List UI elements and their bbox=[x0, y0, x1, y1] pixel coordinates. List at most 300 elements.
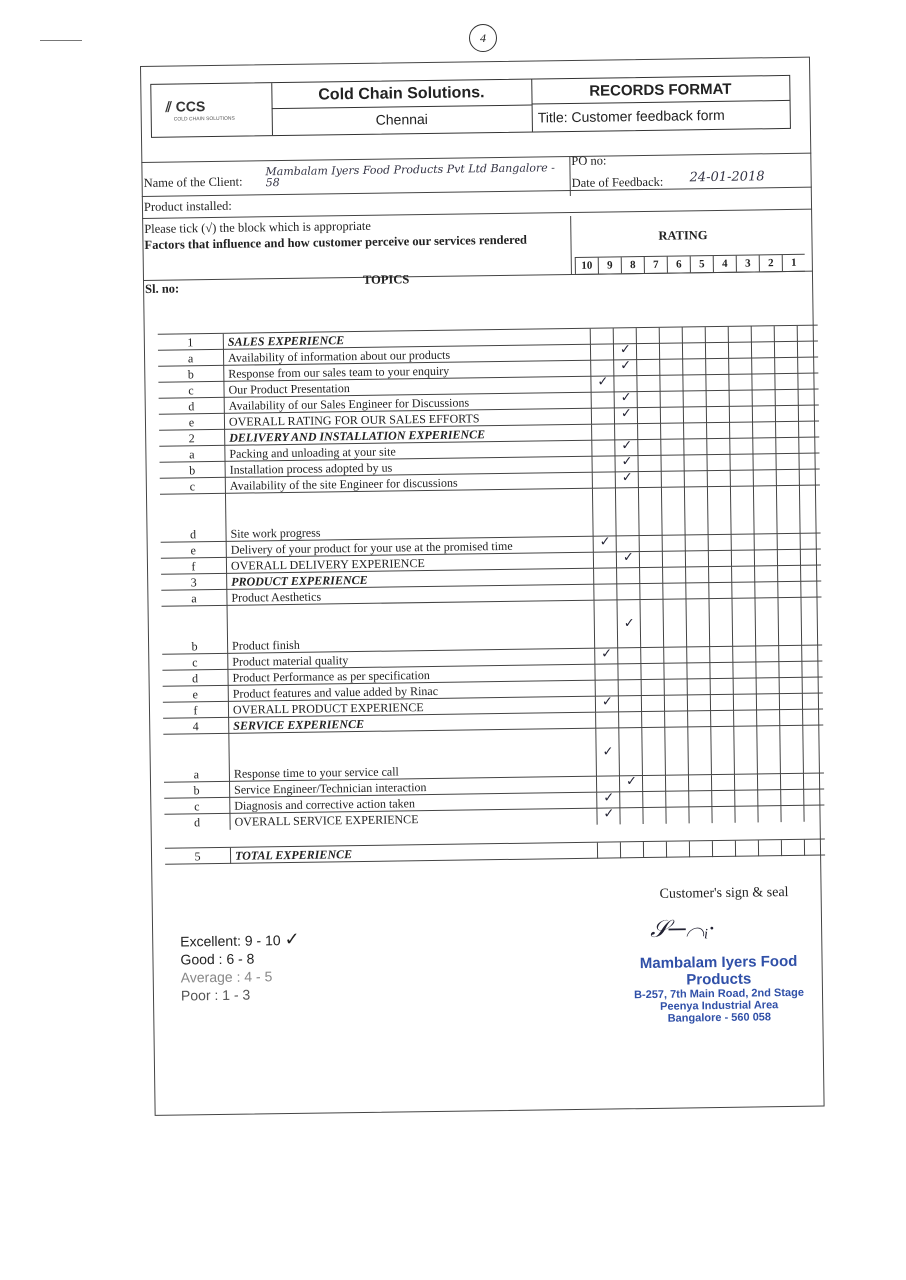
rating-cell[interactable] bbox=[614, 408, 637, 424]
rating-cell[interactable] bbox=[619, 808, 642, 824]
rating-cell[interactable] bbox=[685, 567, 708, 583]
date-value: 24-01-2018 bbox=[689, 169, 765, 186]
row-topic: Product finish bbox=[232, 637, 300, 653]
rating-cell[interactable] bbox=[705, 343, 728, 359]
rating-cell[interactable] bbox=[734, 806, 757, 822]
rating-cell[interactable] bbox=[639, 568, 662, 584]
rating-cell[interactable] bbox=[778, 662, 801, 678]
rating-cell[interactable] bbox=[593, 584, 616, 600]
rating-cell[interactable] bbox=[758, 840, 781, 856]
row-topic: OVERALL DELIVERY EXPERIENCE bbox=[230, 556, 425, 573]
records-format: RECORDS FORMAT bbox=[531, 80, 789, 105]
rating-cell[interactable] bbox=[663, 599, 687, 647]
po-label: PO no: bbox=[571, 153, 607, 168]
rating-cell[interactable] bbox=[798, 438, 821, 454]
rating-cell[interactable] bbox=[619, 776, 642, 792]
rating-cell[interactable] bbox=[729, 438, 752, 454]
rating-cell[interactable] bbox=[659, 343, 682, 359]
scale-cell: 8 bbox=[621, 257, 644, 273]
rating-cell[interactable] bbox=[729, 390, 752, 406]
rating-cell[interactable] bbox=[753, 470, 776, 486]
rating-cell[interactable] bbox=[642, 808, 665, 824]
rating-cell[interactable] bbox=[595, 712, 618, 728]
rating-cell[interactable] bbox=[774, 342, 797, 358]
rating-cell[interactable] bbox=[754, 550, 777, 566]
rating-cell[interactable] bbox=[616, 584, 639, 600]
rating-cell[interactable] bbox=[752, 422, 775, 438]
tick-mark-icon: ✓ bbox=[621, 438, 633, 454]
rating-cell[interactable] bbox=[594, 664, 617, 680]
rating-cell[interactable] bbox=[617, 648, 640, 664]
rating-cell[interactable] bbox=[799, 486, 823, 534]
tick-mark-icon: ✓ bbox=[623, 616, 635, 632]
rating-cell[interactable] bbox=[754, 566, 777, 582]
rating-cell[interactable] bbox=[641, 712, 664, 728]
rating-cell[interactable] bbox=[664, 679, 687, 695]
rating-cell[interactable] bbox=[683, 439, 706, 455]
rating-cell[interactable] bbox=[797, 342, 820, 358]
rating-cell[interactable] bbox=[798, 422, 821, 438]
rating-cell[interactable] bbox=[780, 774, 803, 790]
row-sl-no: b bbox=[164, 782, 230, 799]
rating-cell[interactable] bbox=[797, 326, 820, 342]
rating-cell[interactable] bbox=[660, 455, 683, 471]
rating-cell[interactable] bbox=[615, 472, 638, 488]
rating-cell[interactable] bbox=[775, 438, 798, 454]
rating-cell[interactable] bbox=[777, 550, 800, 566]
rating-cell[interactable] bbox=[659, 375, 682, 391]
rating-cell[interactable] bbox=[777, 582, 800, 598]
rating-cell[interactable] bbox=[728, 358, 751, 374]
rating-cell[interactable] bbox=[662, 567, 685, 583]
rating-cell[interactable] bbox=[800, 566, 823, 582]
rating-cell[interactable] bbox=[685, 551, 708, 567]
rating-cell[interactable] bbox=[756, 726, 780, 774]
rating-cell[interactable] bbox=[732, 646, 755, 662]
rating-cell[interactable] bbox=[659, 359, 682, 375]
rating-cell[interactable] bbox=[754, 598, 778, 646]
rating-cell[interactable] bbox=[593, 552, 616, 568]
row-sl-no: 5 bbox=[165, 848, 231, 865]
rating-cell[interactable] bbox=[800, 598, 824, 646]
rating-cell[interactable] bbox=[706, 439, 729, 455]
rating-cell[interactable] bbox=[802, 693, 825, 709]
rating-cell[interactable] bbox=[797, 374, 820, 390]
rating-cell[interactable] bbox=[590, 328, 613, 344]
rating-cell[interactable] bbox=[801, 662, 824, 678]
rating-cell[interactable] bbox=[751, 326, 774, 342]
rating-cell[interactable] bbox=[705, 375, 728, 391]
rating-cell[interactable] bbox=[683, 391, 706, 407]
rating-cell[interactable] bbox=[638, 488, 662, 536]
company-name: Cold Chain Solutions. bbox=[271, 84, 531, 110]
rating-cell[interactable] bbox=[707, 487, 731, 535]
rating-cell[interactable] bbox=[800, 582, 823, 598]
rating-cell[interactable] bbox=[733, 710, 756, 726]
company-cell bbox=[271, 80, 533, 136]
rating-cell[interactable] bbox=[617, 600, 641, 648]
rating-cell[interactable] bbox=[661, 471, 684, 487]
rating-cell[interactable] bbox=[776, 470, 799, 486]
rating-cell[interactable] bbox=[637, 392, 660, 408]
rating-cell[interactable] bbox=[710, 711, 733, 727]
rating-cell[interactable] bbox=[663, 647, 686, 663]
rating-cell[interactable] bbox=[659, 327, 682, 343]
rating-cell[interactable] bbox=[660, 391, 683, 407]
rating-cell[interactable] bbox=[666, 841, 689, 857]
rating-cell[interactable] bbox=[706, 407, 729, 423]
rating-cell[interactable] bbox=[597, 842, 620, 858]
rating-cell[interactable] bbox=[729, 454, 752, 470]
tick-mark-icon: ✓ bbox=[599, 534, 611, 550]
rating-cell[interactable] bbox=[636, 360, 659, 376]
rating-cell[interactable] bbox=[797, 358, 820, 374]
rating-cell[interactable] bbox=[637, 456, 660, 472]
row-topic: TOTAL EXPERIENCE bbox=[234, 847, 353, 863]
rating-cell[interactable] bbox=[731, 598, 755, 646]
rating-cell[interactable] bbox=[709, 663, 732, 679]
rating-cell[interactable] bbox=[711, 775, 734, 791]
rating-cell[interactable] bbox=[637, 408, 660, 424]
rating-cell[interactable] bbox=[779, 726, 803, 774]
rating-cell[interactable] bbox=[775, 454, 798, 470]
legend-excellent: Excellent: 9 - 10 ✓ bbox=[180, 928, 300, 950]
rating-cell[interactable] bbox=[798, 390, 821, 406]
rating-cell[interactable] bbox=[687, 711, 710, 727]
rating-cell[interactable] bbox=[729, 406, 752, 422]
rating-cell[interactable] bbox=[735, 840, 758, 856]
rating-cell[interactable] bbox=[754, 534, 777, 550]
rating-legend bbox=[180, 930, 300, 1005]
rating-cell[interactable] bbox=[686, 647, 709, 663]
rating-cell[interactable] bbox=[752, 438, 775, 454]
rating-cell[interactable] bbox=[781, 840, 804, 856]
rating-cell[interactable] bbox=[774, 326, 797, 342]
rating-cell[interactable] bbox=[752, 454, 775, 470]
rating-cell[interactable] bbox=[780, 790, 803, 806]
rating-cell[interactable] bbox=[595, 728, 619, 776]
rating-cell[interactable] bbox=[755, 646, 778, 662]
rating-cell[interactable] bbox=[591, 392, 614, 408]
row-sl-no: e bbox=[159, 414, 225, 431]
rating-cell[interactable] bbox=[710, 679, 733, 695]
rating-cell[interactable] bbox=[751, 342, 774, 358]
rating-cell[interactable] bbox=[705, 359, 728, 375]
tick-mark-icon: ✓ bbox=[603, 806, 615, 822]
rating-cell[interactable] bbox=[688, 775, 711, 791]
rating-cell[interactable] bbox=[642, 792, 665, 808]
rating-cell[interactable] bbox=[801, 646, 824, 662]
logo-cell bbox=[151, 83, 273, 137]
rating-cell[interactable] bbox=[636, 328, 659, 344]
rating-cell[interactable] bbox=[756, 710, 779, 726]
rating-cell[interactable] bbox=[710, 727, 734, 775]
rating-cell[interactable] bbox=[711, 807, 734, 823]
rating-cell[interactable] bbox=[705, 327, 728, 343]
rating-cell[interactable] bbox=[757, 806, 780, 822]
rating-cell[interactable] bbox=[619, 792, 642, 808]
rating-cell[interactable] bbox=[775, 406, 798, 422]
rating-cell[interactable] bbox=[664, 727, 688, 775]
rating-cell[interactable] bbox=[595, 696, 618, 712]
rating-cell[interactable] bbox=[774, 358, 797, 374]
rating-cell[interactable] bbox=[618, 728, 642, 776]
rating-cell[interactable] bbox=[712, 841, 735, 857]
rating-cell[interactable] bbox=[731, 550, 754, 566]
rating-cell[interactable] bbox=[734, 790, 757, 806]
rating-cell[interactable] bbox=[639, 552, 662, 568]
rating-cell[interactable] bbox=[733, 678, 756, 694]
rating-cell[interactable] bbox=[730, 470, 753, 486]
rating-cell[interactable] bbox=[616, 568, 639, 584]
rating-cell[interactable] bbox=[642, 776, 665, 792]
rating-cell[interactable] bbox=[757, 790, 780, 806]
rating-cell[interactable] bbox=[733, 694, 756, 710]
tick-mark-icon: ✓ bbox=[625, 774, 638, 790]
row-sl-no: f bbox=[163, 702, 229, 719]
rating-cell[interactable] bbox=[641, 696, 664, 712]
rating-cell[interactable] bbox=[640, 600, 664, 648]
rating-cell[interactable] bbox=[684, 487, 708, 535]
rating-cell[interactable] bbox=[706, 455, 729, 471]
rating-cell[interactable] bbox=[591, 408, 614, 424]
rating-cell[interactable] bbox=[618, 712, 641, 728]
rating-cell[interactable] bbox=[731, 582, 754, 598]
row-topic: Installation process adopted by us bbox=[229, 460, 393, 477]
rating-cell[interactable] bbox=[708, 567, 731, 583]
rating-cell[interactable] bbox=[731, 534, 754, 550]
row-sl-no: e bbox=[161, 542, 227, 559]
rating-cell[interactable] bbox=[618, 696, 641, 712]
rating-cell[interactable] bbox=[636, 344, 659, 360]
rating-cell[interactable] bbox=[662, 535, 685, 551]
rating-cell[interactable] bbox=[590, 376, 613, 392]
rating-cell[interactable] bbox=[800, 550, 823, 566]
rating-cell[interactable] bbox=[665, 775, 688, 791]
rating-cell[interactable] bbox=[616, 552, 639, 568]
rating-cell[interactable] bbox=[802, 678, 825, 694]
rating-cell[interactable] bbox=[800, 534, 823, 550]
rating-cell[interactable] bbox=[682, 327, 705, 343]
rating-cell[interactable] bbox=[665, 807, 688, 823]
rating-cell[interactable] bbox=[660, 439, 683, 455]
rating-cell[interactable] bbox=[753, 486, 777, 534]
rating-cell[interactable] bbox=[662, 551, 685, 567]
rating-cell[interactable] bbox=[731, 566, 754, 582]
rating-cell[interactable] bbox=[594, 648, 617, 664]
rating-label: RATING bbox=[658, 228, 708, 243]
rating-cell[interactable] bbox=[617, 664, 640, 680]
page-number: 4 bbox=[469, 24, 497, 52]
rating-cell[interactable] bbox=[728, 326, 751, 342]
rating-cell[interactable] bbox=[804, 839, 827, 855]
rating-cell[interactable] bbox=[615, 488, 639, 536]
scale-cell: 4 bbox=[713, 256, 736, 272]
rating-cell[interactable] bbox=[596, 808, 619, 824]
rating-cell[interactable] bbox=[643, 842, 666, 858]
rating-cell[interactable] bbox=[708, 583, 731, 599]
rating-cell[interactable] bbox=[728, 342, 751, 358]
rating-cell[interactable] bbox=[662, 583, 685, 599]
tick-note: Please tick (√) the block which is appropriate bbox=[144, 218, 371, 236]
rating-cell[interactable] bbox=[708, 551, 731, 567]
rating-cell[interactable] bbox=[751, 374, 774, 390]
rating-cell[interactable] bbox=[707, 471, 730, 487]
rating-cell[interactable] bbox=[799, 470, 822, 486]
rating-cell[interactable] bbox=[682, 375, 705, 391]
row-sl-no: d bbox=[162, 670, 228, 687]
rating-cell[interactable] bbox=[660, 423, 683, 439]
rating-cell[interactable] bbox=[591, 440, 614, 456]
rating-cell[interactable] bbox=[594, 600, 618, 648]
rating-cell[interactable] bbox=[613, 360, 636, 376]
rating-cell[interactable] bbox=[779, 710, 802, 726]
rating-cell[interactable] bbox=[802, 725, 826, 773]
rating-cell[interactable] bbox=[593, 536, 616, 552]
rating-cell[interactable] bbox=[686, 599, 710, 647]
rating-cell[interactable] bbox=[776, 486, 800, 534]
rating-cell[interactable] bbox=[683, 423, 706, 439]
rating-cell[interactable] bbox=[777, 598, 801, 646]
company-seal: Mambalam Iyers Food Products B-257, 7th Main Road, 2nd Stage Peenya Industrial Area Bangalore - 560 058 bbox=[633, 952, 805, 1025]
row-topic: Availability of our Sales Engineer for Discussions bbox=[228, 395, 470, 413]
rating-cell[interactable] bbox=[687, 727, 711, 775]
rating-cell[interactable] bbox=[687, 695, 710, 711]
legend-good: Good : 6 - 8 bbox=[180, 950, 255, 968]
customer-sign-label: Customer's sign & seal bbox=[659, 885, 789, 902]
tick-mark-icon: ✓ bbox=[601, 646, 613, 662]
rating-cell[interactable] bbox=[687, 679, 710, 695]
rating-cell[interactable] bbox=[688, 807, 711, 823]
rating-cell[interactable] bbox=[756, 678, 779, 694]
rating-cell[interactable] bbox=[755, 662, 778, 678]
rating-cell[interactable] bbox=[664, 711, 687, 727]
rating-cell[interactable] bbox=[803, 805, 826, 821]
rating-cell[interactable] bbox=[709, 647, 732, 663]
rating-cell[interactable] bbox=[708, 599, 732, 647]
row-topic: Product Performance as per specification bbox=[232, 668, 430, 685]
rating-cell[interactable] bbox=[640, 648, 663, 664]
rating-cell[interactable] bbox=[732, 662, 755, 678]
rating-cell[interactable] bbox=[640, 664, 663, 680]
row-topic: Availability of information about our products bbox=[227, 347, 451, 365]
rating-cell[interactable] bbox=[779, 694, 802, 710]
scale-cell: 7 bbox=[644, 257, 667, 273]
rating-cell[interactable] bbox=[777, 566, 800, 582]
rating-cell[interactable] bbox=[774, 374, 797, 390]
rating-cell[interactable] bbox=[638, 472, 661, 488]
row-sl-no: 4 bbox=[163, 718, 229, 735]
rating-cell[interactable] bbox=[665, 791, 688, 807]
scale-cell: 2 bbox=[759, 255, 782, 271]
rating-cell[interactable] bbox=[802, 709, 825, 725]
tick-mark-icon: ✓ bbox=[621, 470, 633, 486]
rating-cell[interactable] bbox=[803, 789, 826, 805]
tick-mark-icon: ✓ bbox=[620, 390, 632, 406]
rating-cell[interactable] bbox=[734, 774, 757, 790]
rating-cell[interactable] bbox=[592, 472, 615, 488]
rating-cell[interactable] bbox=[708, 535, 731, 551]
rating-cell[interactable] bbox=[637, 424, 660, 440]
rating-cell[interactable] bbox=[803, 773, 826, 789]
rating-cell[interactable] bbox=[751, 358, 774, 374]
rating-cell[interactable] bbox=[637, 440, 660, 456]
rating-cell[interactable] bbox=[728, 374, 751, 390]
rating-cell[interactable] bbox=[710, 695, 733, 711]
rating-cell[interactable] bbox=[620, 842, 643, 858]
rating-cell[interactable] bbox=[752, 406, 775, 422]
rating-cell[interactable] bbox=[733, 726, 757, 774]
rating-cell[interactable] bbox=[689, 841, 712, 857]
rating-cell[interactable] bbox=[730, 486, 754, 534]
rating-cell[interactable] bbox=[752, 390, 775, 406]
row-topic: Product features and value added by Rinac bbox=[232, 683, 439, 701]
rating-cell[interactable] bbox=[590, 344, 613, 360]
rating-cell[interactable] bbox=[757, 774, 780, 790]
rating-cell[interactable] bbox=[706, 423, 729, 439]
rating-cell[interactable] bbox=[591, 456, 614, 472]
rating-cell[interactable] bbox=[685, 535, 708, 551]
rating-cell[interactable] bbox=[684, 471, 707, 487]
rating-cell[interactable] bbox=[779, 678, 802, 694]
rating-cell[interactable] bbox=[641, 680, 664, 696]
rating-cell[interactable] bbox=[660, 407, 683, 423]
row-topic: Availability of the site Engineer for discussions bbox=[229, 475, 458, 493]
rating-cell[interactable] bbox=[683, 407, 706, 423]
row-topic: Packing and unloading at your site bbox=[229, 444, 396, 461]
rating-cell[interactable] bbox=[639, 584, 662, 600]
rating-cell[interactable] bbox=[663, 663, 686, 679]
rating-cell[interactable] bbox=[639, 536, 662, 552]
scale-cell: 9 bbox=[598, 257, 621, 273]
rating-cell[interactable] bbox=[641, 728, 665, 776]
rating-cell[interactable] bbox=[592, 488, 616, 536]
rating-cell[interactable] bbox=[685, 583, 708, 599]
rating-cell[interactable] bbox=[682, 359, 705, 375]
rating-cell[interactable] bbox=[754, 582, 777, 598]
rating-cell[interactable] bbox=[591, 424, 614, 440]
row-sl-no: 1 bbox=[158, 334, 224, 351]
rating-cell[interactable] bbox=[636, 376, 659, 392]
row-topic: Response time to your service call bbox=[233, 764, 399, 781]
rating-cell[interactable] bbox=[777, 534, 800, 550]
rating-cell[interactable] bbox=[686, 663, 709, 679]
row-sl-no: a bbox=[158, 350, 224, 367]
rating-cell[interactable] bbox=[688, 791, 711, 807]
tick-mark-icon: ✓ bbox=[597, 374, 609, 390]
company-city: Chennai bbox=[375, 110, 428, 128]
rating-cell[interactable] bbox=[618, 680, 641, 696]
rating-cell[interactable] bbox=[798, 454, 821, 470]
rating-cell[interactable] bbox=[706, 391, 729, 407]
rating-cell[interactable] bbox=[683, 455, 706, 471]
row-sl-no: b bbox=[162, 606, 229, 655]
rating-cell[interactable] bbox=[798, 406, 821, 422]
scale-cell: 6 bbox=[667, 256, 690, 272]
rating-cell[interactable] bbox=[775, 390, 798, 406]
rating-cell[interactable] bbox=[664, 695, 687, 711]
row-topic: PRODUCT EXPERIENCE bbox=[231, 572, 368, 589]
rating-cell[interactable] bbox=[593, 568, 616, 584]
rating-cell[interactable] bbox=[661, 487, 685, 535]
rating-cell[interactable] bbox=[775, 422, 798, 438]
rating-cell[interactable] bbox=[682, 343, 705, 359]
rating-cell[interactable] bbox=[780, 806, 803, 822]
rating-cell[interactable] bbox=[778, 646, 801, 662]
rating-cell[interactable] bbox=[711, 791, 734, 807]
rating-cell[interactable] bbox=[729, 422, 752, 438]
rating-cell[interactable] bbox=[756, 694, 779, 710]
